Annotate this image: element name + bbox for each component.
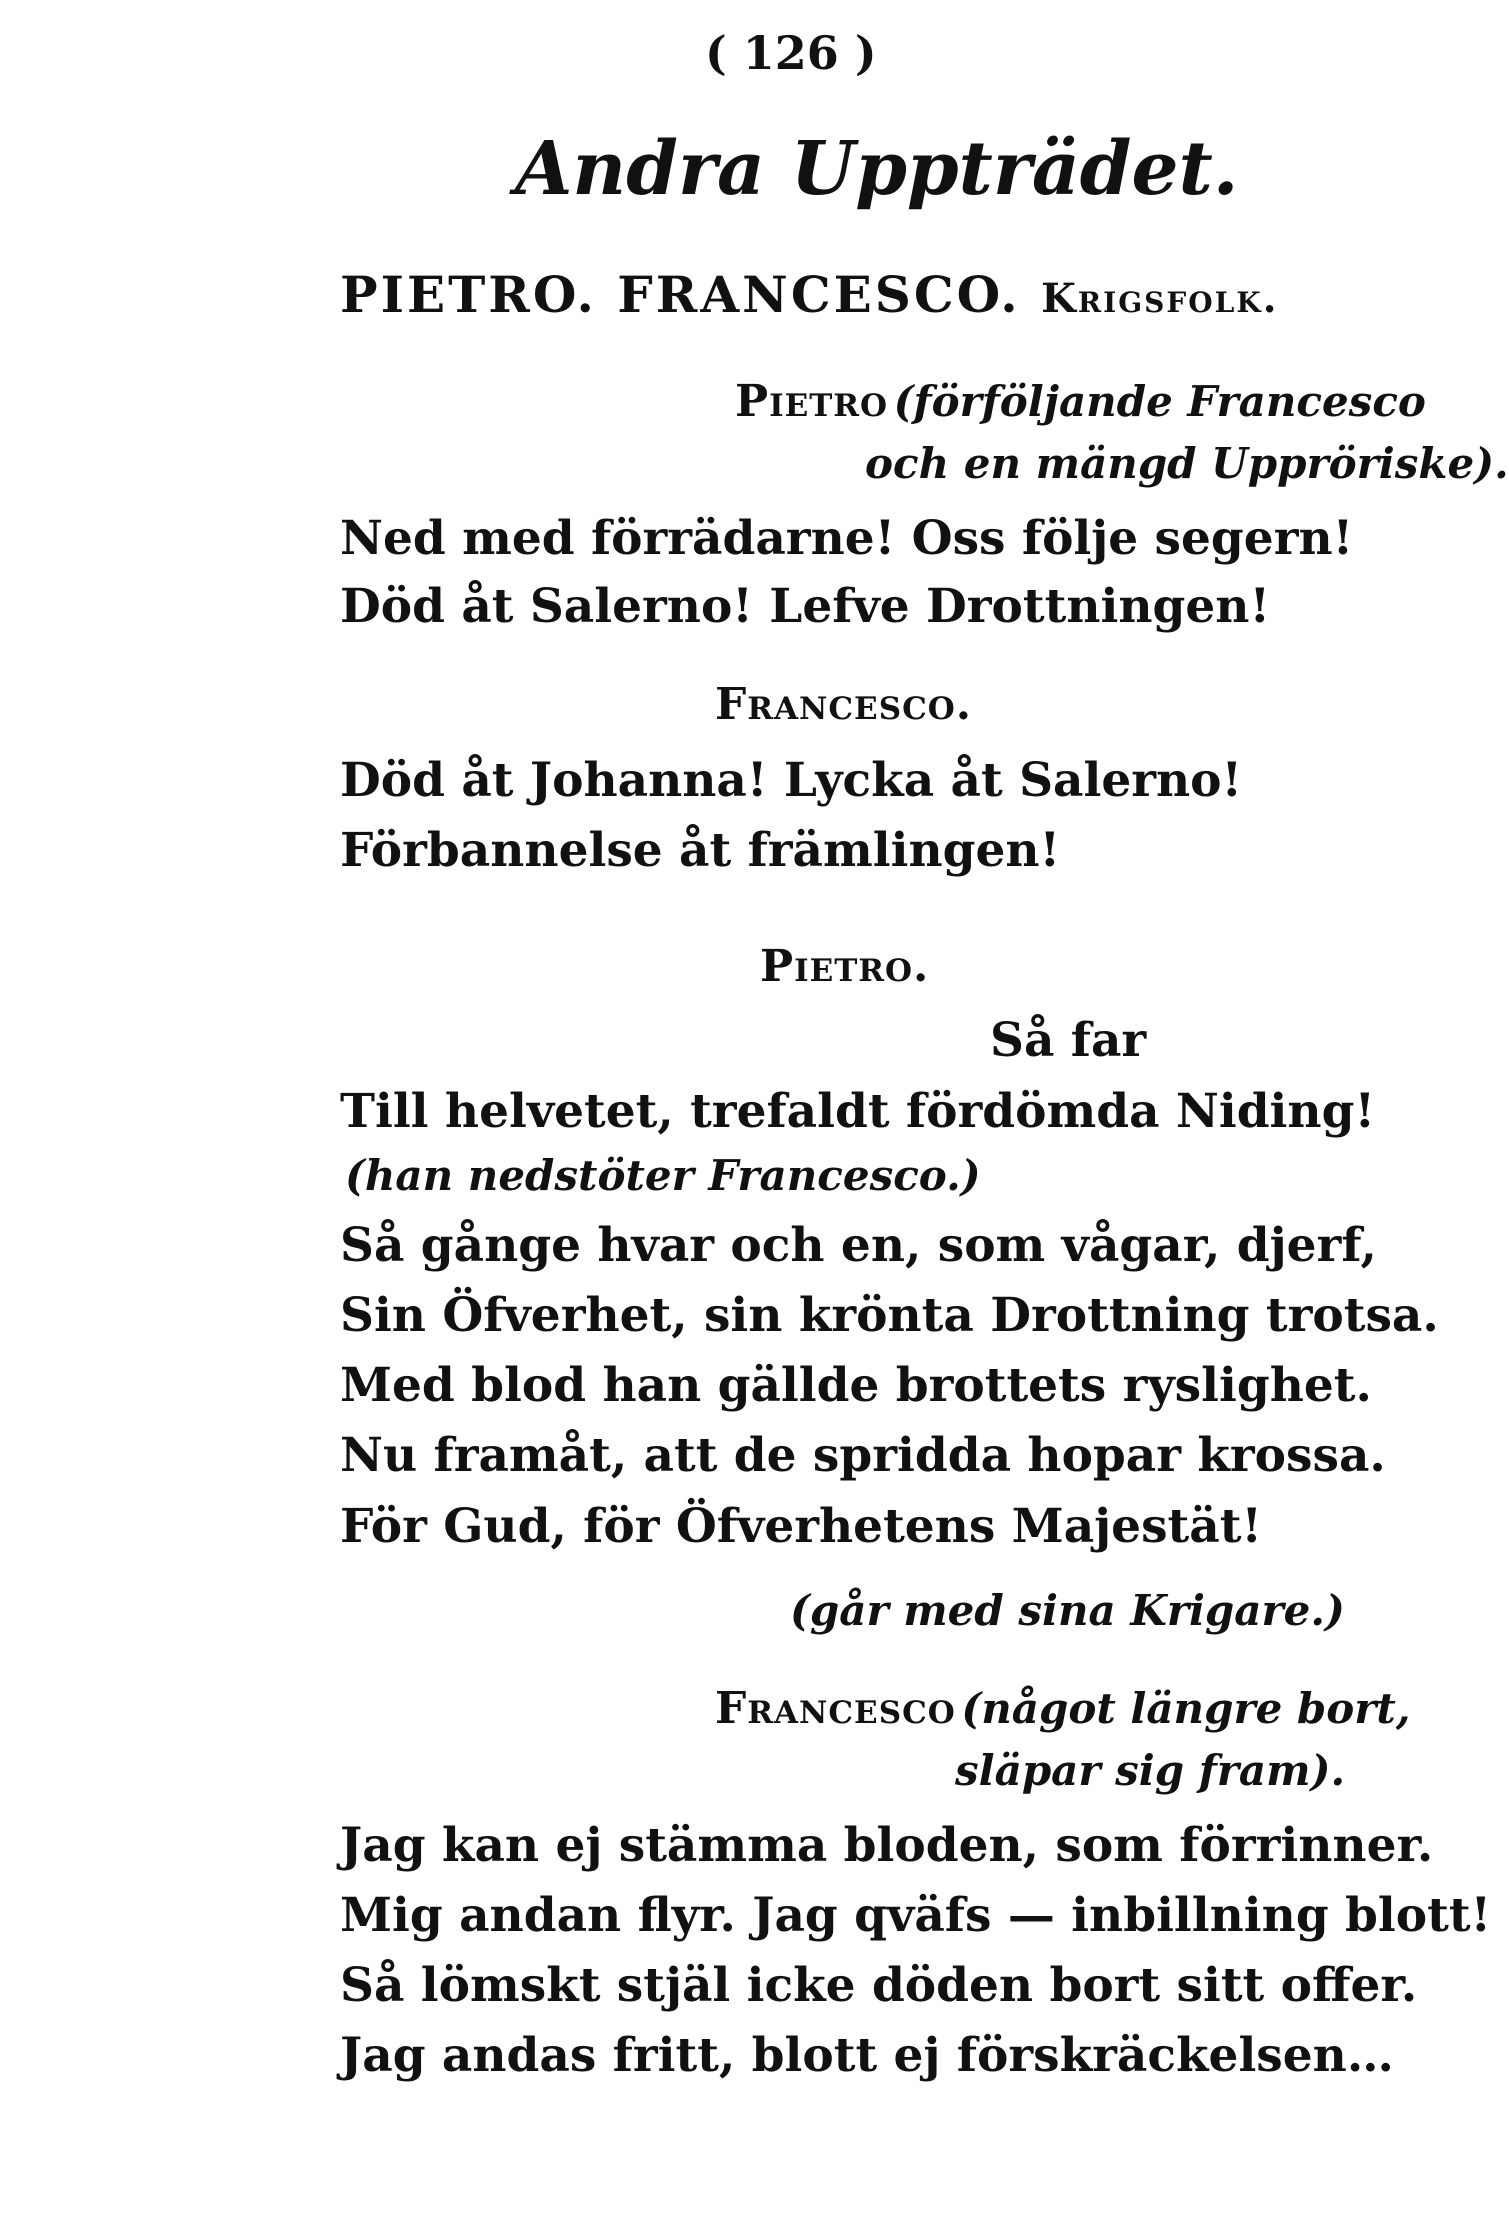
verse-line: Ned med förrädarne! Oss följe segern! (340, 511, 1354, 566)
verse-half-line: Så far (990, 1013, 1147, 1068)
verse-line: Död åt Salerno! Lefve Drottningen! (340, 579, 1271, 634)
verse-line: Död åt Johanna! Lycka åt Salerno! (340, 753, 1243, 808)
speaker-name: Pietro (735, 376, 889, 427)
page-number: ( 126 ) (705, 26, 877, 80)
cast-extra: Krigsfolk. (1041, 275, 1279, 322)
stage-direction: (han nedstöter Francesco.) (345, 1151, 981, 1200)
speaker-name: Francesco. (715, 679, 973, 730)
verse-line: Sin Öfverhet, sin krönta Drottning trotsa. (340, 1288, 1439, 1343)
cast-main: PIETRO. FRANCESCO. (340, 265, 1021, 324)
verse-line: Mig andan flyr. Jag qväfs — inbillning blott! (340, 1888, 1492, 1943)
speaker-name: Pietro. (760, 941, 930, 992)
stage-direction: och en mängd Uppröriske). (865, 439, 1509, 488)
scene-title: Andra Uppträdet. (515, 126, 1239, 212)
stage-direction: (något längre bort, (961, 1684, 1411, 1733)
stage-direction: (förföljande Francesco (893, 377, 1426, 426)
speech-heading-francesco (715, 1683, 1411, 1734)
verse-line: Nu framåt, att de spridda hopar krossa. (340, 1428, 1386, 1483)
verse-line: Jag kan ej stämma bloden, som förrinner. (340, 1818, 1434, 1873)
speaker-name: Francesco (715, 1683, 956, 1734)
verse-line: För Gud, för Öfverhetens Majestät! (340, 1499, 1263, 1554)
cast-list (340, 265, 1279, 324)
stage-direction: (går med sina Krigare.) (790, 1586, 1345, 1635)
verse-line: Jag andas fritt, blott ej förskräckelsen… (340, 2028, 1394, 2083)
verse-line: Så lömskt stjäl icke döden bort sitt offer. (340, 1958, 1418, 2013)
stage-direction: släpar sig fram). (955, 1746, 1346, 1795)
verse-line: Så gånge hvar och en, som vågar, djerf, (340, 1218, 1377, 1273)
verse-line: Förbannelse åt främlingen! (340, 823, 1061, 878)
verse-line: Till helvetet, trefaldt fördömda Niding! (340, 1084, 1376, 1139)
verse-line: Med blod han gällde brottets ryslighet. (340, 1358, 1372, 1413)
speech-heading-pietro (735, 376, 1426, 427)
